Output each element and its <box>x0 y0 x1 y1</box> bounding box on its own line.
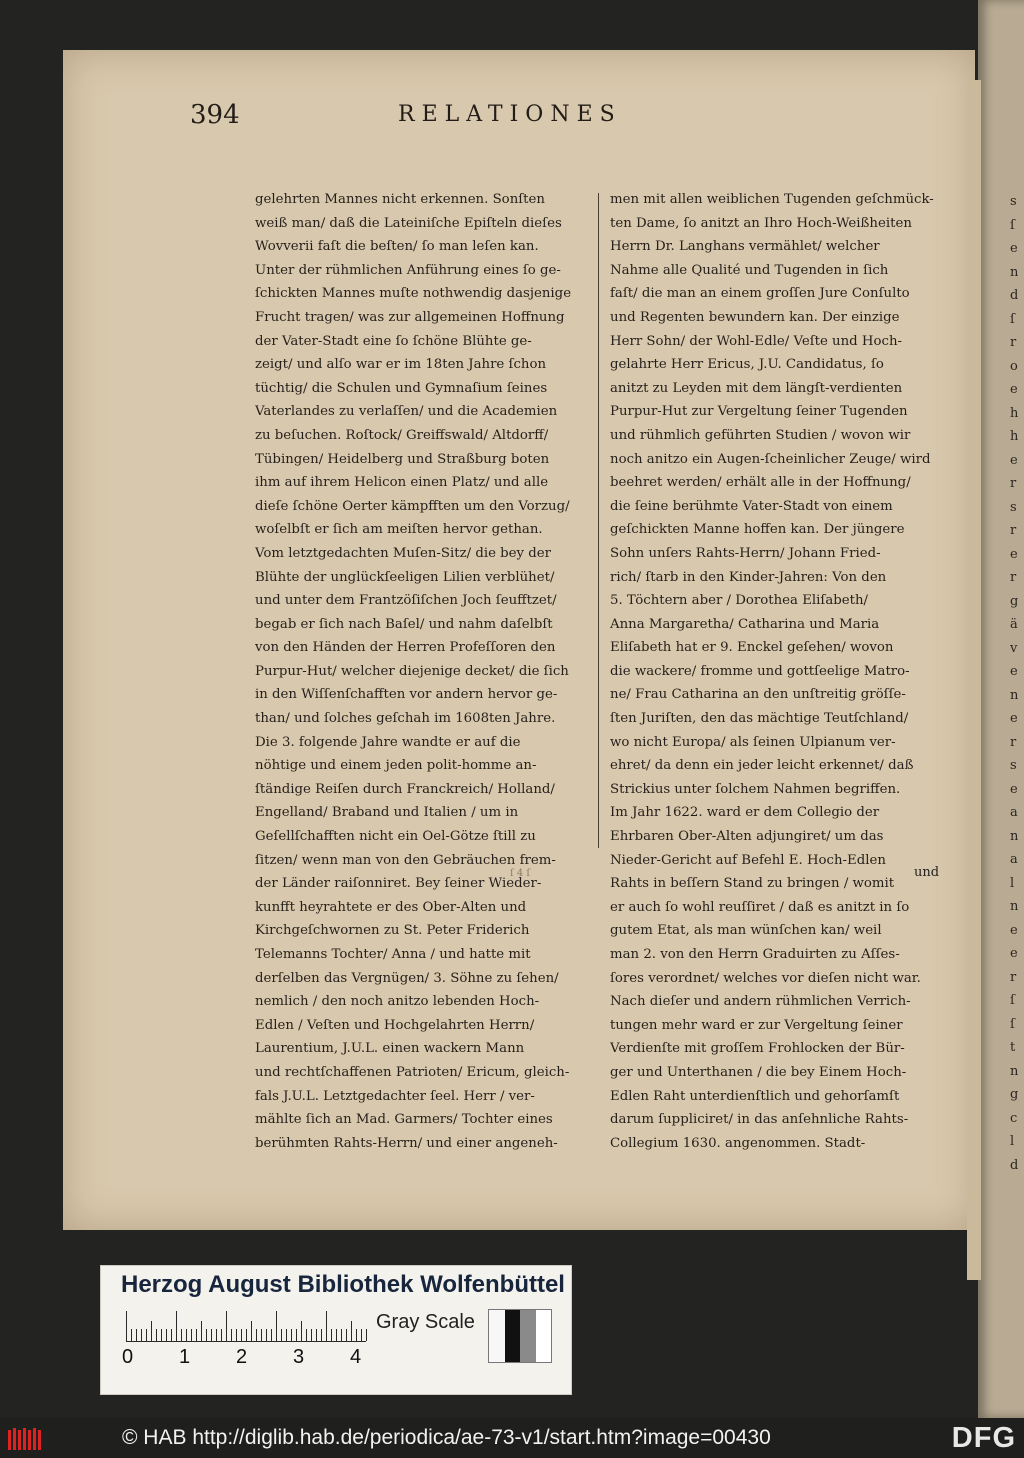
text-line: darum ſuppliciret/ in das anſehnliche Rahts- <box>610 1112 909 1128</box>
library-title: Herzog August Bibliothek Wolfenbüttel <box>121 1271 565 1298</box>
gray-patch <box>489 1310 505 1362</box>
text-line: Vom letztgedachten Muſen-Sitz/ die bey der <box>255 545 552 561</box>
text-line: in den Wiſſenſchafften vor andern hervor ge- <box>255 687 558 703</box>
ruler-tick <box>346 1329 347 1341</box>
text-line: Collegium 1630. angenommen. Stadt- <box>610 1135 866 1151</box>
text-line: rich/ ſtarb in den Kinder-Jahren: Von den <box>610 569 887 585</box>
text-line: der Vater-Stadt eine ſo ſchöne Blühte ge- <box>255 333 532 349</box>
ruler-tick <box>331 1329 332 1341</box>
text-line: ten Dame, ſo anitzt an Ihro Hoch-Weißheiten <box>610 215 912 231</box>
ruler-tick <box>141 1329 142 1341</box>
catchword: und <box>914 865 940 880</box>
adjacent-text-fragment: e <box>1010 922 1018 938</box>
footer-bar <box>0 1418 1024 1458</box>
adjacent-text-fragment: ä <box>1010 617 1018 632</box>
ruler-tick <box>341 1329 342 1341</box>
adjacent-text-fragment: d <box>1010 288 1019 303</box>
text-line: Herr Sohn/ der Wohl-Edle/ Veſte und Hoch- <box>610 333 903 349</box>
text-line: tüchtig/ die Schulen und Gymnaſium ſeines <box>255 380 548 396</box>
text-line: gelahrte Herr Ericus, J.U. Candidatus, ſo <box>610 357 884 373</box>
ruler-tick <box>136 1329 137 1341</box>
text-line: Rahts in beſſern Stand zu bringen / womit <box>610 876 895 892</box>
text-line: ſores verordnet/ welches vor dieſen nicht war. <box>610 970 921 986</box>
adjacent-text-fragment: e <box>1010 241 1018 256</box>
text-line: gutem Etat, als man wünſchen kan/ weil <box>610 923 882 939</box>
running-head-title: RELATIONES <box>398 102 622 127</box>
text-line: zeigt/ und alſo war er im 18ten Jahre ſchon <box>255 357 547 373</box>
text-line: anitzt zu Leyden mit dem längſt-verdienten <box>610 380 903 396</box>
adjacent-text-fragment: r <box>1010 476 1017 491</box>
ruler-tick <box>316 1329 317 1341</box>
text-line: beehret werden/ erhält alle in der Hoffnung/ <box>610 475 911 491</box>
text-line: tungen mehr ward er zur Vergeltung ſeiner <box>610 1017 903 1033</box>
text-line: Laurentium, J.U.L. einen wackern Mann <box>255 1041 525 1057</box>
adjacent-text-fragment: s <box>1010 194 1017 209</box>
adjacent-text-fragment: n <box>1010 1063 1019 1079</box>
adjacent-text-fragment: o <box>1010 358 1018 374</box>
gray-patch <box>536 1310 552 1362</box>
text-line: Strickius unter ſolchem Nahmen begriffen. <box>610 781 901 797</box>
text-line: Nahme alle Qualité und Tugenden in ſich <box>610 262 889 278</box>
ruler-tick <box>226 1311 227 1341</box>
adjacent-text-fragment: e <box>1010 781 1018 797</box>
adjacent-text-fragment: n <box>1010 828 1019 844</box>
adjacent-text-fragment: h <box>1010 429 1019 444</box>
ruler-tick <box>231 1329 232 1341</box>
text-line: Die 3. folgende Jahre wandte er auf die <box>255 734 521 750</box>
text-line: ſitzen/ wenn man von den Gebräuchen frem- <box>255 852 556 868</box>
adjacent-text-fragment: l <box>1010 1134 1015 1149</box>
library-logo-icon <box>6 1426 46 1452</box>
text-line: und Regenten bewundern kan. Der einzige <box>610 309 900 325</box>
signature-marks: ſ 4 ſ <box>510 868 531 879</box>
adjacent-text-fragment: e <box>1010 452 1018 468</box>
text-line: men mit allen weiblichen Tugenden geſchmück- <box>610 192 934 207</box>
ruler-tick <box>191 1329 192 1341</box>
text-line: Wovverii faſt die beſten/ ſo man leſen kan. <box>255 239 539 255</box>
ruler-tick <box>246 1329 247 1341</box>
ruler-tick <box>126 1311 127 1341</box>
adjacent-text-fragment: e <box>1010 546 1018 562</box>
adjacent-text-fragment: ſ <box>1010 993 1015 1008</box>
adjacent-text-fragment: e <box>1010 711 1018 726</box>
adjacent-text-fragment: s <box>1010 499 1017 515</box>
ruler-tick <box>156 1329 157 1341</box>
text-line: Unter der rühmlichen Anführung eines ſo ge- <box>255 262 561 278</box>
adjacent-text-fragment: ſ <box>1010 1016 1015 1032</box>
ruler-tick <box>151 1321 152 1341</box>
ruler-tick <box>351 1321 352 1341</box>
ruler-tick <box>266 1329 267 1341</box>
text-line: derſelben das Vergnügen/ 3. Söhne zu ſehen/ <box>255 970 559 986</box>
text-line: ſchickten Mannes muſte nothwendig dasjenige <box>255 286 572 302</box>
ruler-tick <box>251 1321 252 1341</box>
text-line: ehret/ da denn ein jeder leicht erkennet/ daß <box>610 758 914 774</box>
text-line: gelehrten Mannes nicht erkennen. Sonſten <box>255 192 545 207</box>
text-line: Verdienſte mit groſſem Frohlocken der Bür- <box>610 1041 905 1057</box>
text-line: Vaterlandes zu verlaſſen/ und die Academien <box>255 404 558 420</box>
ruler-tick <box>181 1329 182 1341</box>
text-line: mählte ſich an Mad. Garmers/ Tochter eines <box>255 1112 553 1128</box>
running-head <box>190 100 710 140</box>
ruler-tick <box>216 1329 217 1341</box>
text-line: kunfft heyrahtete er des Ober-Alten und <box>255 899 527 915</box>
text-line: nöhtige und einem jeden polit-homme an- <box>255 758 537 774</box>
text-line: begab er ſich nach Baſel/ und nahm daſelbſt <box>255 616 553 632</box>
ruler-tick <box>271 1329 272 1341</box>
ruler-tick <box>256 1329 257 1341</box>
text-line: und rechtſchaffenen Patrioten/ Ericum, gleich- <box>255 1064 570 1080</box>
ruler-baseline <box>126 1341 366 1342</box>
adjacent-text-fragment: a <box>1010 805 1018 820</box>
ruler-tick <box>336 1329 337 1341</box>
adjacent-text-fragment: v <box>1010 640 1018 656</box>
adjacent-text-fragment: e <box>1010 382 1018 397</box>
color-reference-card <box>100 1265 572 1395</box>
adjacent-text-fragment: e <box>1010 664 1018 679</box>
ruler-tick <box>146 1329 147 1341</box>
text-line: Sohn unſers Rahts-Herrn/ Johann Fried- <box>610 545 881 561</box>
gray-scale-label: Gray Scale <box>376 1311 475 1333</box>
ruler-tick <box>261 1329 262 1341</box>
ruler-tick <box>166 1329 167 1341</box>
footer-source-link[interactable]: © HAB http://diglib.hab.de/periodica/ae-73-v1/start.htm?image=00430 <box>122 1426 771 1449</box>
text-line: Purpur-Hut zur Vergeltung ſeiner Tugenden <box>610 404 908 420</box>
text-line: Telemanns Tochter/ Anna / und hatte mit <box>255 947 531 962</box>
ruler-tick <box>296 1329 297 1341</box>
adjacent-text-fragment: d <box>1010 1157 1019 1173</box>
text-column-left <box>255 188 591 1155</box>
text-line: ne/ Frau Catharina an den unſtreitig gröſſe- <box>610 687 906 703</box>
text-line: Eliſabeth hat er 9. Enckel geſehen/ wovon <box>610 640 894 656</box>
text-line: und unter dem Frantzöſiſchen Joch ſeufftzet/ <box>255 593 557 609</box>
text-line: Frucht tragen/ was zur allgemeinen Hoffnung <box>255 309 565 325</box>
adjacent-text-fragment: s <box>1010 758 1017 773</box>
text-line: Blühte der unglückſeeligen Lilien verblühet/ <box>255 569 555 585</box>
text-line: Edlen / Veſten und Hochgelahrten Herrn/ <box>255 1017 535 1033</box>
text-line: Kirchgeſchwornen zu St. Peter Friderich <box>255 923 530 939</box>
ruler-tick <box>171 1329 172 1341</box>
adjacent-text-fragment: r <box>1010 734 1017 750</box>
text-line: Herrn Dr. Langhans vermählet/ welcher <box>610 239 880 255</box>
text-line: 5. Töchtern aber / Dorothea Eliſabeth/ <box>610 593 869 609</box>
ruler-tick <box>326 1311 327 1341</box>
ruler-label: 1 <box>179 1346 191 1368</box>
ruler-tick <box>301 1321 302 1341</box>
ruler-tick <box>276 1311 277 1341</box>
text-line: Geſellſchafften nicht ein Oel-Götze ſtill zu <box>255 829 536 845</box>
text-line: wo nicht Europa/ als ſeinen Ulpianum ver- <box>610 734 896 750</box>
adjacent-text-fragment: n <box>1010 687 1019 703</box>
ruler-label: 0 <box>122 1346 134 1368</box>
text-column-right <box>610 188 943 1155</box>
text-line: die wackere/ fromme und gottſeelige Matro- <box>610 663 910 679</box>
text-line: geſchickten Manne hoffen kan. Der jüngere <box>610 522 905 538</box>
ruler-tick <box>206 1329 207 1341</box>
text-line: ſten Juriſten, den das mächtige Teutſchland/ <box>610 711 909 727</box>
text-line: ihm auf ihrem Helicon einen Platz/ und alle <box>255 475 549 491</box>
ruler-tick <box>281 1329 282 1341</box>
text-line: woſelbſt er ſich am meiſten hervor gethan. <box>255 522 543 538</box>
text-line: nemlich / den noch anitzo lebenden Hoch- <box>255 994 540 1010</box>
ruler-tick <box>241 1329 242 1341</box>
adjacent-text-fragment: t <box>1010 1040 1016 1055</box>
adjacent-text-fragment: n <box>1010 264 1019 280</box>
text-line: berühmten Rahts-Herrn/ und einer angeneh- <box>255 1135 558 1151</box>
ruler-label: 2 <box>236 1346 248 1368</box>
page-edge <box>967 80 981 1280</box>
dfg-logo: DFG <box>951 1422 1016 1454</box>
text-line: dieſe ſchöne Oerter kämpfften um den Vorzug/ <box>255 498 570 514</box>
ruler-tick <box>236 1329 237 1341</box>
text-line: Tübingen/ Heidelberg und Straßburg boten <box>255 451 550 467</box>
ruler-tick <box>311 1329 312 1341</box>
ruler-tick <box>366 1329 367 1341</box>
text-line: Nach dieſer und andern rühmlichen Verrich- <box>610 994 911 1010</box>
text-line: Nieder-Gericht auf Befehl E. Hoch-Edlen <box>610 852 886 868</box>
adjacent-text-fragment: a <box>1010 852 1018 867</box>
adjacent-text-fragment: h <box>1010 405 1019 421</box>
ruler-label: 4 <box>350 1346 362 1368</box>
adjacent-text-fragment: r <box>1010 570 1017 585</box>
adjacent-text-fragment: r <box>1010 335 1017 350</box>
ruler-tick <box>291 1329 292 1341</box>
adjacent-text-fragment: r <box>1010 523 1017 538</box>
text-line: Ehrbaren Ober-Alten adjungiret/ um das <box>610 829 884 845</box>
adjacent-text-fragment: ſ <box>1010 311 1015 327</box>
adjacent-text-fragment: ſ <box>1010 217 1015 233</box>
adjacent-text-fragment: e <box>1010 946 1018 961</box>
adjacent-text-fragment: g <box>1010 1087 1019 1102</box>
gray-patch <box>520 1310 536 1362</box>
ruler-tick <box>321 1329 322 1341</box>
ruler-tick <box>356 1329 357 1341</box>
text-line: Edlen Raht unterdienſtlich und gehorſamſt <box>610 1088 900 1104</box>
ruler-label: 3 <box>293 1346 305 1368</box>
text-line: ſtändige Reiſen durch Franckreich/ Holland/ <box>255 781 555 797</box>
text-line: die ſeine berühmte Vater-Stadt von einem <box>610 498 893 514</box>
text-line: ger und Unterthanen / die bey Einem Hoch- <box>610 1064 907 1080</box>
ruler-tick <box>361 1329 362 1341</box>
ruler-tick <box>186 1329 187 1341</box>
adjacent-text-fragment: g <box>1010 593 1019 609</box>
text-line: faſt/ die man an einem groſſen Jure Conſulto <box>610 286 910 302</box>
text-line: von den Händen der Herren Profeſſoren den <box>255 640 556 656</box>
text-line: Im Jahr 1622. ward er dem Collegio der <box>610 805 880 821</box>
text-line: Engelland/ Braband und Italien / um in <box>255 805 519 821</box>
ruler-tick <box>211 1329 212 1341</box>
adjacent-text-fragment: c <box>1010 1110 1018 1126</box>
adjacent-text-fragment: r <box>1010 969 1017 985</box>
ruler-tick <box>131 1329 132 1341</box>
text-line: weiß man/ daß die Lateiniſche Epiſteln dieſes <box>255 215 562 231</box>
text-line: than/ und ſolches geſchah im 1608ten Jahre. <box>255 711 556 727</box>
text-line: und rühmlich geführten Studien / wovon wir <box>610 427 911 443</box>
ruler-tick <box>286 1329 287 1341</box>
ruler-tick <box>161 1329 162 1341</box>
ruler-tick <box>201 1321 202 1341</box>
text-line: zu beſuchen. Roſtock/ Greiffswald/ Altdorff/ <box>255 427 549 443</box>
adjacent-text-fragment: n <box>1010 899 1019 914</box>
ruler-tick <box>196 1329 197 1341</box>
ruler-tick <box>306 1329 307 1341</box>
text-line: er auch ſo wohl reuſſiret / daß es anitzt in ſo <box>610 899 910 915</box>
adjacent-page-text <box>1010 190 1024 1177</box>
text-line: fals J.U.L. Letztgedachter ſeel. Herr / ver- <box>255 1088 535 1104</box>
text-line: der Länder raiſonniret. Bey ſeiner Wieder- <box>255 876 542 892</box>
text-line: noch anitzo ein Augen-ſcheinlicher Zeuge/ wird <box>610 451 931 467</box>
gray-patch <box>505 1310 521 1362</box>
page-number: 394 <box>190 100 240 130</box>
adjacent-text-fragment: l <box>1010 875 1015 891</box>
text-line: Purpur-Hut/ welcher diejenige decket/ die ſich <box>255 663 569 679</box>
gray-scale-bar <box>488 1309 552 1363</box>
ruler-tick <box>221 1329 222 1341</box>
column-rule <box>598 193 599 848</box>
text-line: Anna Margaretha/ Catharina und Maria <box>610 616 880 632</box>
ruler-tick <box>176 1311 177 1341</box>
text-line: man 2. von den Herrn Graduirten zu Aſſes- <box>610 947 900 962</box>
